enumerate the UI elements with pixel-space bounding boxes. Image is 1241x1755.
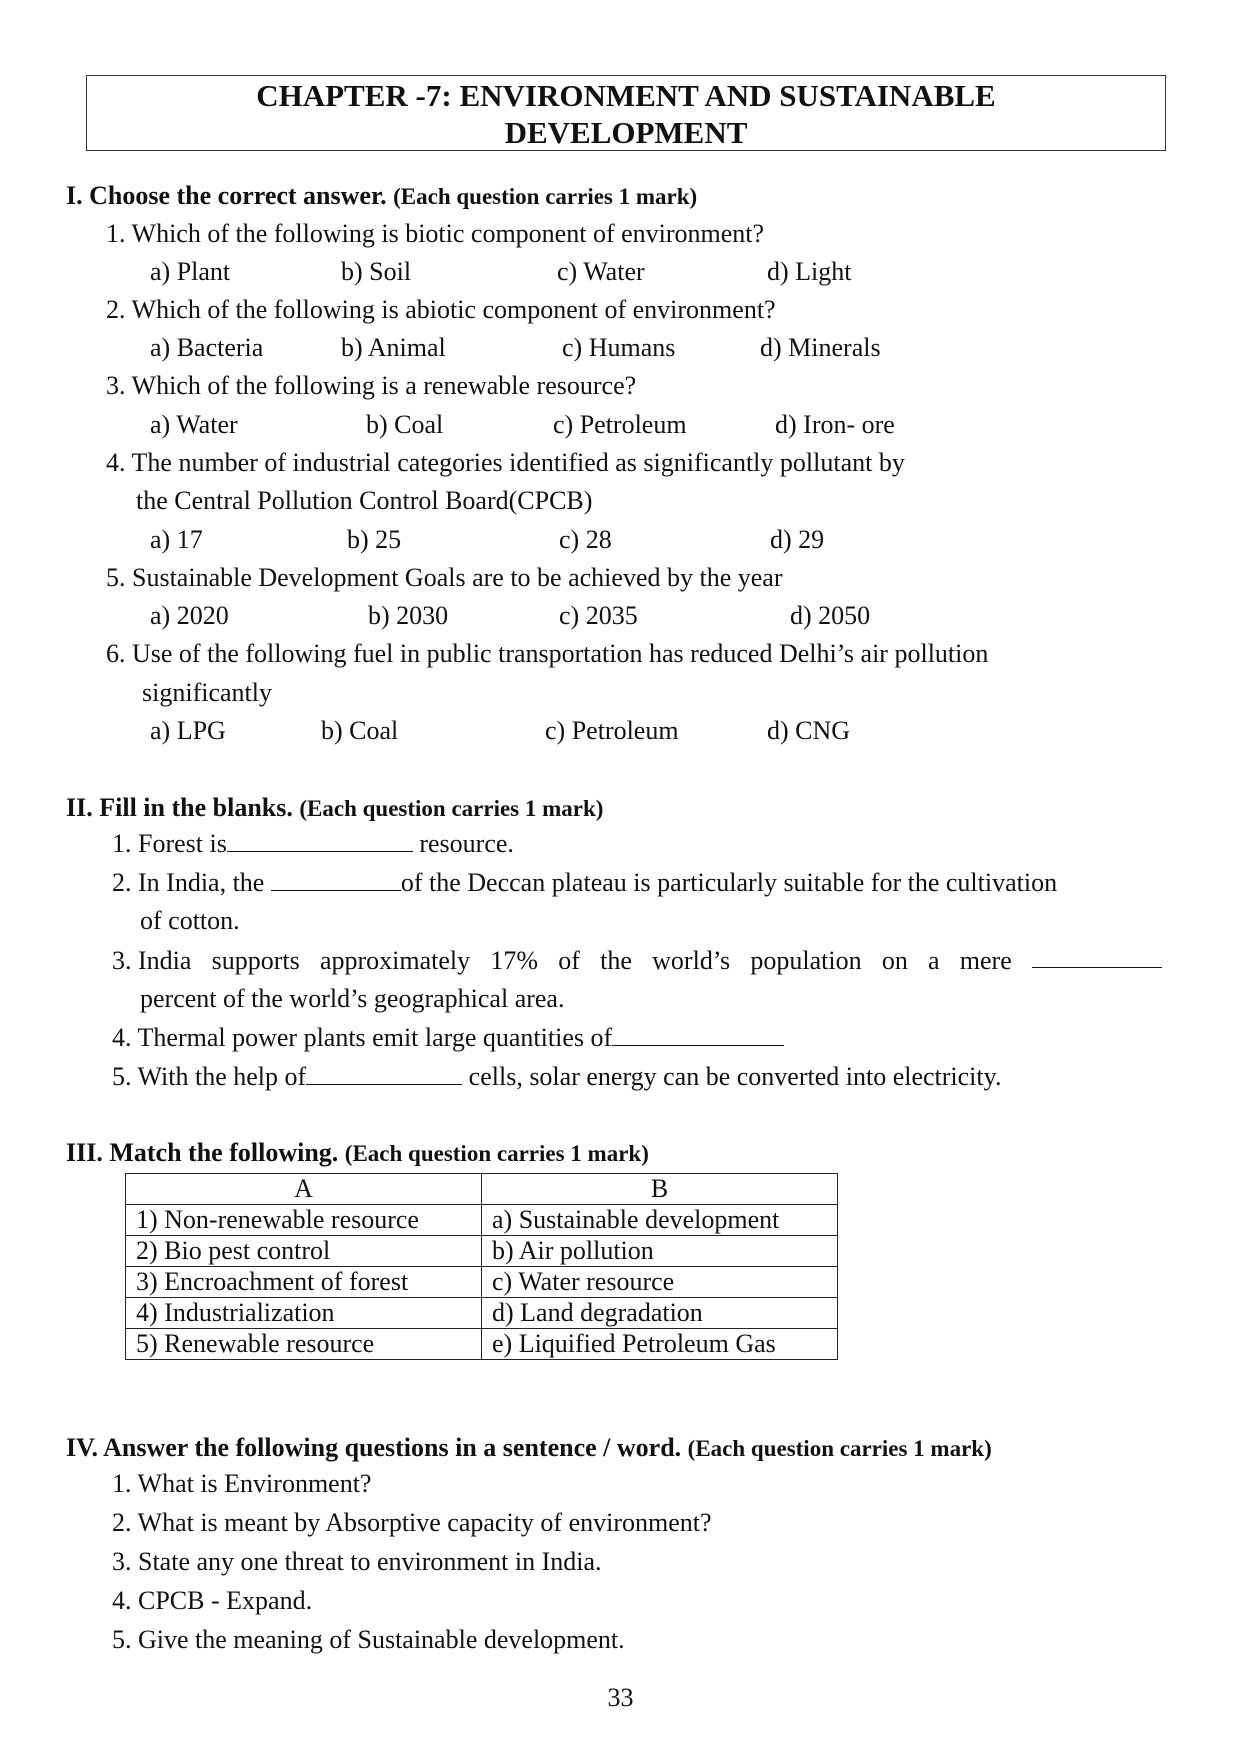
s4-q2: 2. What is meant by Absorptive capacity of environment? <box>112 1508 712 1537</box>
s1-q4-opt-a: a) 17 <box>150 525 203 554</box>
cell-b: c) Water resource <box>482 1267 838 1298</box>
s1-q4-opt-d: d) 29 <box>770 525 825 554</box>
cell-a: 4) Industrialization <box>126 1298 482 1329</box>
s2-item5-post: cells, solar energy can be converted into electricity. <box>462 1062 1002 1091</box>
s2-item1 <box>112 828 514 860</box>
column-b-header: B <box>482 1174 838 1205</box>
s2-item3-word: world’s <box>652 946 731 975</box>
s1-q2-opt-a: a) Bacteria <box>150 333 264 362</box>
s1-q3-opt-d: d) Iron- ore <box>775 410 895 439</box>
s1-q6: 6. Use of the following fuel in public transportation has reduced Delhi’s air pollution <box>106 639 989 668</box>
section2-note: (Each question carries 1 mark) <box>299 796 604 821</box>
s2-item3-word: the <box>600 946 632 975</box>
table-row <box>126 1267 838 1298</box>
s4-q4: 4. CPCB - Expand. <box>112 1586 313 1615</box>
s2-item4-pre: 4. Thermal power plants emit large quantities of <box>112 1023 613 1052</box>
s2-item3-word: mere <box>959 946 1012 975</box>
s2-item3-word: supports <box>211 946 300 975</box>
s1-q1-opt-d: d) Light <box>767 257 852 286</box>
s2-item1-post: resource. <box>412 829 514 858</box>
section1-note: (Each question carries 1 mark) <box>393 184 698 209</box>
chapter-title-box <box>86 75 1166 151</box>
s2-item3-word: of <box>558 946 580 975</box>
s1-q6-opt-b: b) Coal <box>321 716 399 745</box>
section2-heading <box>66 792 603 825</box>
s1-q6-opt-a: a) LPG <box>150 716 226 745</box>
match-table <box>125 1173 838 1360</box>
s1-q6-opt-d: d) CNG <box>767 716 851 745</box>
s4-q1: 1. What is Environment? <box>112 1469 372 1498</box>
s1-q1-opt-c: c) Water <box>557 257 645 286</box>
page-number: 33 <box>607 1683 634 1712</box>
s1-q5-opt-a: a) 2020 <box>150 601 229 630</box>
s2-item3-word: on <box>881 946 908 975</box>
s1-q1-opt-a: a) Plant <box>150 257 231 286</box>
s1-q6-opt-c: c) Petroleum <box>545 716 679 745</box>
s2-item3-word: population <box>750 946 862 975</box>
table-row <box>126 1298 838 1329</box>
cell-a: 3) Encroachment of forest <box>126 1267 482 1298</box>
chapter-title-line1: CHAPTER -7: ENVIRONMENT AND SUSTAINABLE <box>256 78 996 113</box>
section3-note: (Each question carries 1 mark) <box>344 1141 649 1166</box>
s2-item3-word: 17% <box>490 946 539 975</box>
match-table-header <box>126 1174 838 1205</box>
section4-heading <box>66 1432 992 1465</box>
fill-blank[interactable] <box>306 1062 462 1085</box>
fill-blank[interactable] <box>271 868 401 891</box>
s1-q5: 5. Sustainable Development Goals are to be achieved by the year <box>106 563 783 592</box>
section2-title: II. Fill in the blanks. <box>66 793 293 822</box>
section3-title: III. Match the following. <box>66 1138 339 1167</box>
section3-heading <box>66 1137 649 1170</box>
s1-q4-opt-c: c) 28 <box>559 525 612 554</box>
s1-q5-opt-b: b) 2030 <box>368 601 449 630</box>
table-row <box>126 1329 838 1360</box>
s1-q4-opt-b: b) 25 <box>347 525 402 554</box>
table-row <box>126 1205 838 1236</box>
s2-item3 <box>112 945 1162 977</box>
s2-item2-cont: of cotton. <box>140 906 240 935</box>
s4-q5: 5. Give the meaning of Sustainable development. <box>112 1625 625 1654</box>
cell-a: 1) Non-renewable resource <box>126 1205 482 1236</box>
s1-q1-opt-b: b) Soil <box>341 257 412 286</box>
s1-q5-opt-d: d) 2050 <box>790 601 871 630</box>
s2-item3-word: 3. India <box>112 946 192 975</box>
cell-b: b) Air pollution <box>482 1236 838 1267</box>
s1-q3-opt-a: a) Water <box>150 410 238 439</box>
cell-a: 2) Bio pest control <box>126 1236 482 1267</box>
s1-q2-opt-b: b) Animal <box>341 333 446 362</box>
s1-q3-opt-b: b) Coal <box>366 410 444 439</box>
cell-b: a) Sustainable development <box>482 1205 838 1236</box>
s2-item5 <box>112 1061 1001 1093</box>
s1-q1: 1. Which of the following is biotic component of environment? <box>106 219 765 248</box>
s1-q4: 4. The number of industrial categories identified as significantly pollutant by <box>106 448 905 477</box>
s2-item2-post: of the Deccan plateau is particularly suitable for the cultivation <box>400 868 1058 897</box>
fill-blank[interactable] <box>227 829 413 852</box>
s1-q3-opt-c: c) Petroleum <box>553 410 687 439</box>
s4-q3: 3. State any one threat to environment in India. <box>112 1547 602 1576</box>
s2-item4 <box>112 1022 784 1054</box>
cell-b: d) Land degradation <box>482 1298 838 1329</box>
s2-item2 <box>112 867 1057 899</box>
chapter-title-line2: DEVELOPMENT <box>504 115 748 150</box>
s1-q2-opt-d: d) Minerals <box>760 333 881 362</box>
s2-item3-word: approximately <box>319 946 471 975</box>
section1-heading <box>66 180 697 213</box>
fill-blank[interactable] <box>612 1023 784 1046</box>
column-a-header: A <box>126 1174 482 1205</box>
s1-q2-opt-c: c) Humans <box>562 333 676 362</box>
fill-blank[interactable] <box>1032 945 1162 968</box>
s2-item3-cont: percent of the world’s geographical area. <box>140 984 565 1013</box>
s1-q3: 3. Which of the following is a renewable resource? <box>106 371 637 400</box>
table-row <box>126 1236 838 1267</box>
s2-item2-pre: 2. In India, the <box>112 868 271 897</box>
s1-q6-cont: significantly <box>142 678 272 707</box>
s1-q5-opt-c: c) 2035 <box>559 601 638 630</box>
s2-item5-pre: 5. With the help of <box>112 1062 307 1091</box>
s2-item3-word: a <box>928 946 940 975</box>
cell-b: e) Liquified Petroleum Gas <box>482 1329 838 1360</box>
cell-a: 5) Renewable resource <box>126 1329 482 1360</box>
s2-item1-pre: 1. Forest is <box>112 829 227 858</box>
section4-note: (Each question carries 1 mark) <box>687 1436 992 1461</box>
section1-title: I. Choose the correct answer. <box>66 181 387 210</box>
s1-q2: 2. Which of the following is abiotic component of environment? <box>106 295 776 324</box>
section4-title: IV. Answer the following questions in a sentence / word. <box>66 1433 682 1462</box>
s1-q4-cont: the Central Pollution Control Board(CPCB) <box>136 486 593 515</box>
